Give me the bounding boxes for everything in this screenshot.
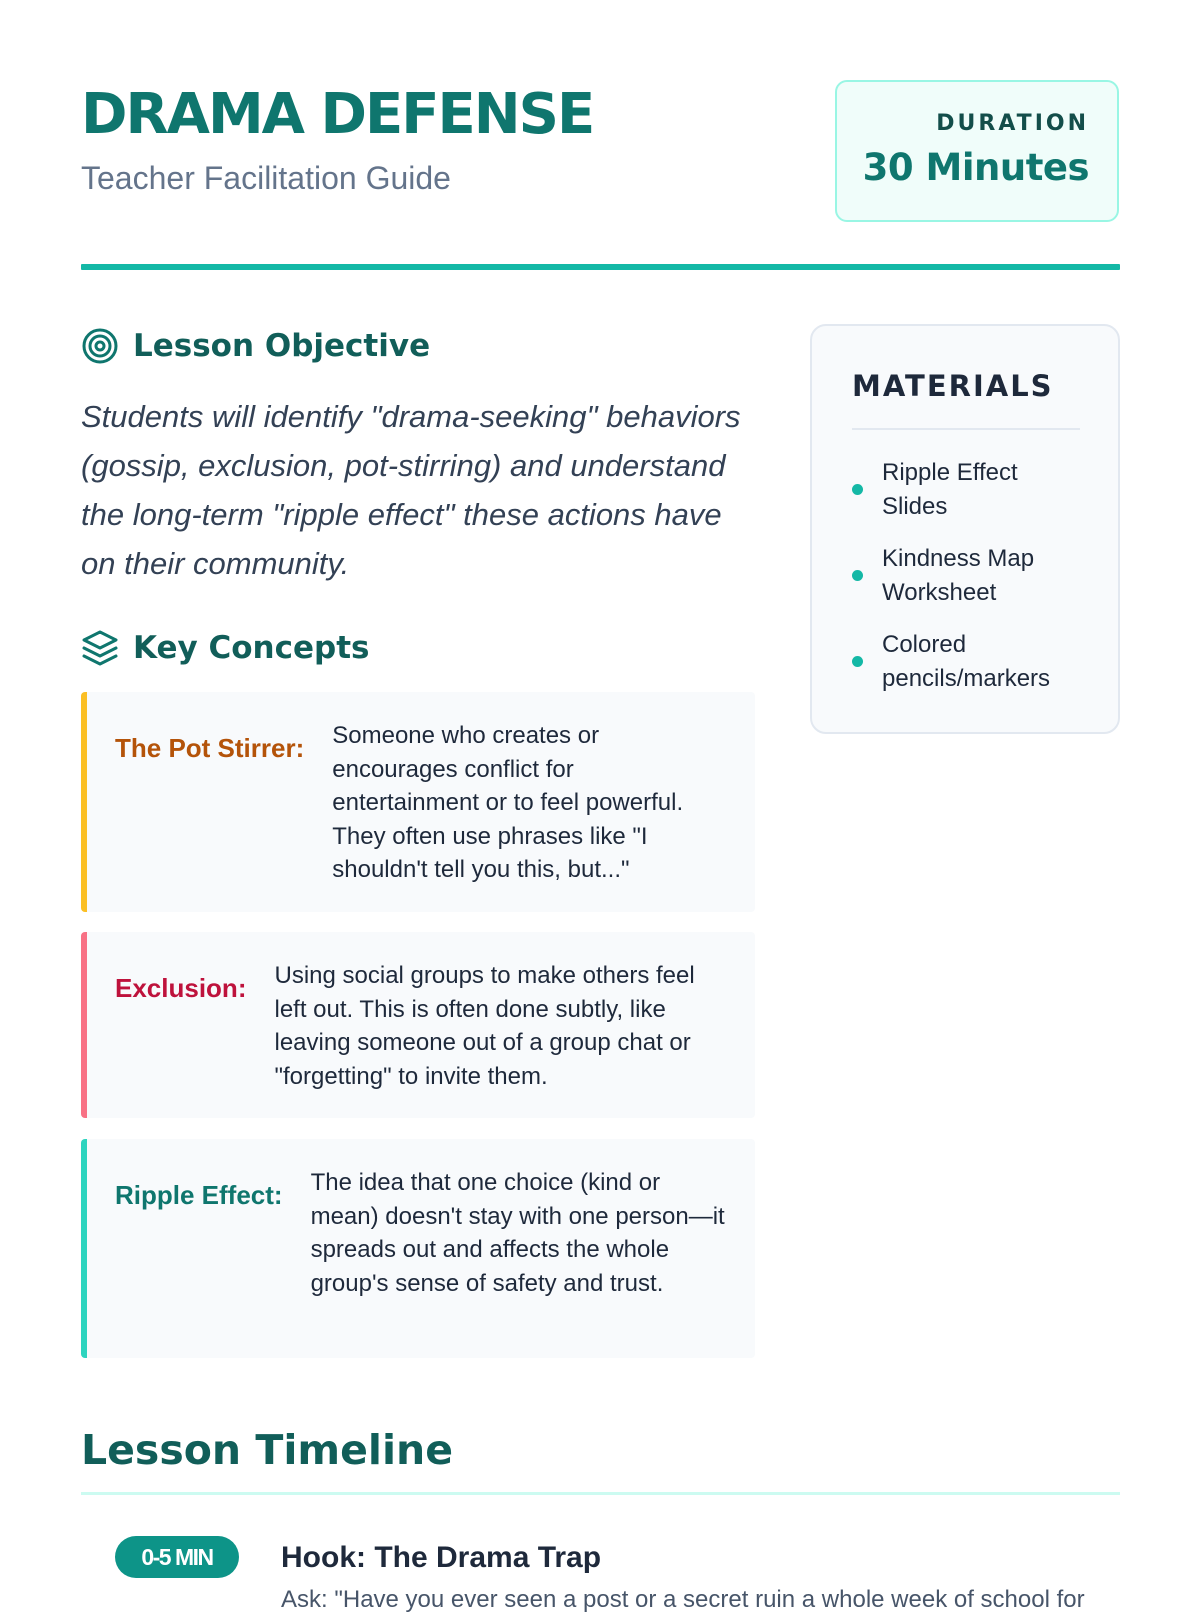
duration-label: DURATION	[936, 111, 1089, 136]
timeline-step-title: Hook: The Drama Trap	[281, 1541, 602, 1574]
objective-heading	[81, 326, 430, 366]
duration-value: 30 Minutes	[862, 146, 1089, 189]
objective-heading-label: Lesson Objective	[133, 328, 431, 364]
bullet-icon	[852, 656, 863, 667]
timeline-divider	[81, 1492, 1120, 1495]
bullet-icon	[852, 484, 863, 495]
timeline-heading: Lesson Timeline	[81, 1426, 454, 1474]
materials-item-label: Kindness Map Worksheet	[882, 545, 1035, 606]
materials-item-label: Colored pencils/markers	[882, 631, 1051, 692]
materials-item-label: Ripple Effect Slides	[882, 459, 1018, 520]
concept-card-exclusion	[81, 932, 755, 1118]
materials-card	[810, 324, 1120, 734]
concept-definition: The idea that one choice (kind or mean) doesn't stay with one person—it spreads out and affects the whole group's sense of safety and trust.	[310, 1169, 725, 1297]
concept-definition: Using social groups to make others feel left out. This is often done subtly, like leaving someone out of a group chat or "forgetting" to invite them.	[274, 962, 695, 1090]
objective-text: Students will identify "drama-seeking" behaviors (gossip, exclusion, pot-stirring) and understand the long-term "ripple effect" these actions have on their community.	[81, 399, 741, 581]
list-item	[852, 542, 1080, 609]
duration-box	[835, 80, 1119, 222]
concepts-heading	[81, 628, 369, 668]
header-divider	[81, 264, 1120, 270]
list-item	[852, 628, 1080, 695]
page-subtitle: Teacher Facilitation Guide	[81, 160, 451, 196]
concept-card-pot-stirrer	[81, 692, 755, 912]
page	[81, 0, 1120, 1613]
bullet-icon	[852, 570, 863, 581]
time-badge: 0-5 MIN	[115, 1536, 239, 1578]
page-title: DRAMA DEFENSE	[81, 82, 594, 147]
materials-list	[852, 456, 1080, 695]
concept-term: Ripple Effect:	[115, 1180, 283, 1210]
concept-term: The Pot Stirrer:	[115, 733, 305, 763]
concept-definition: Someone who creates or encourages conflict for entertainment or to feel powerful. They often use phrases like "I shouldn't tell you this, but..."	[332, 722, 684, 883]
materials-title: MATERIALS	[852, 366, 1080, 430]
concepts-heading-label: Key Concepts	[133, 630, 370, 666]
layers-icon	[81, 629, 119, 667]
list-item	[852, 456, 1080, 523]
concept-term: Exclusion:	[115, 973, 247, 1003]
timeline-step-text: Ask: "Have you ever seen a post or a secret ruin a whole week of school for	[281, 1586, 1085, 1613]
concept-card-ripple-effect	[81, 1139, 755, 1358]
target-icon	[81, 327, 119, 365]
